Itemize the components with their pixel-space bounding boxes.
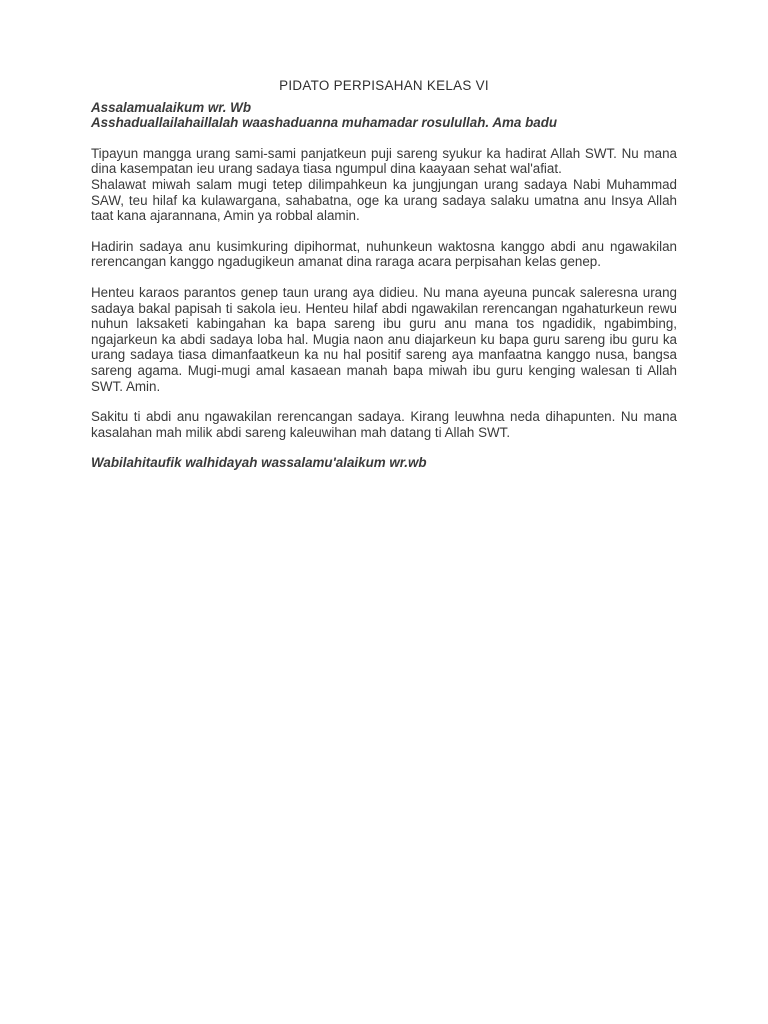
document-title: PIDATO PERPISAHAN KELAS VI bbox=[279, 78, 489, 93]
paragraph-shalawat: Shalawat miwah salam mugi tetep dilimpahkeun ka jungjungan urang sadaya Nabi Muhammad SAW, teu hilaf ka kulawargana, sahabatna, oge ka urang sadaya salaku umatna anu Insya Allah taat kana ajarannana, Amin ya robbal alamin. bbox=[91, 176, 677, 224]
spacer bbox=[91, 270, 677, 285]
paragraph-hadirin: Hadirin sadaya anu kusimkuring dipihormat, nuhunkeun waktosna kanggo abdi anu ngawakilan rerencangan kanggo ngadugikeun amanat dina raraga acara perpisahan kelas genep. bbox=[91, 238, 677, 270]
spacer bbox=[91, 440, 677, 455]
greeting-line-2: Asshaduallailahaillalah waashaduanna muhamadar rosulullah. Ama badu bbox=[91, 115, 558, 131]
paragraph-opening: Tipayun mangga urang sami-sami panjatkeun puji sareng syukur ka hadirat Allah SWT. Nu mana dina kasempatan ieu urang sadaya tiasa ngumpul dina kaayaan sehat wal'afiat. bbox=[91, 145, 677, 177]
spacer bbox=[91, 131, 677, 146]
paragraph-apology: Sakitu ti abdi anu ngawakilan rerencangan sadaya. Kirang leuwhna neda dihapunten. Nu mana kasalahan mah milik abdi sareng kaleuwihan mah datang ti Allah SWT. bbox=[91, 409, 677, 440]
spacer bbox=[91, 224, 677, 239]
document-page bbox=[91, 78, 677, 471]
closing-salutation: Wabilahitaufik walhidayah wassalamu'alaikum wr.wb bbox=[91, 455, 427, 471]
spacer bbox=[91, 394, 677, 409]
paragraph-gratitude: Henteu karaos parantos genep taun urang aya didieu. Nu mana ayeuna puncak saleresna urang sadaya bakal papisah ti sakola ieu. Henteu hilaf abdi ngawakilan rerencangan ngahaturkeun rewu nuhun laksaketi kabingahan ka bapa sareng ibu guru anu mana tos ngadidik, ngabimbing, ngajarkeun ka abdi sadaya loba hal. Mugia naon anu diajarkeun ku bapa guru sareng ibu guru ka urang sadaya tiasa dimanfaatkeun ka nu hal positif sareng aya manfaatna kanggo nusa, bangsa sareng agama. Mugi-mugi amal kasaean manah bapa miwah ibu guru kenging walesan ti Allah SWT. Amin. bbox=[91, 284, 677, 394]
greeting-line-1: Assalamualaikum wr. Wb bbox=[91, 99, 252, 115]
